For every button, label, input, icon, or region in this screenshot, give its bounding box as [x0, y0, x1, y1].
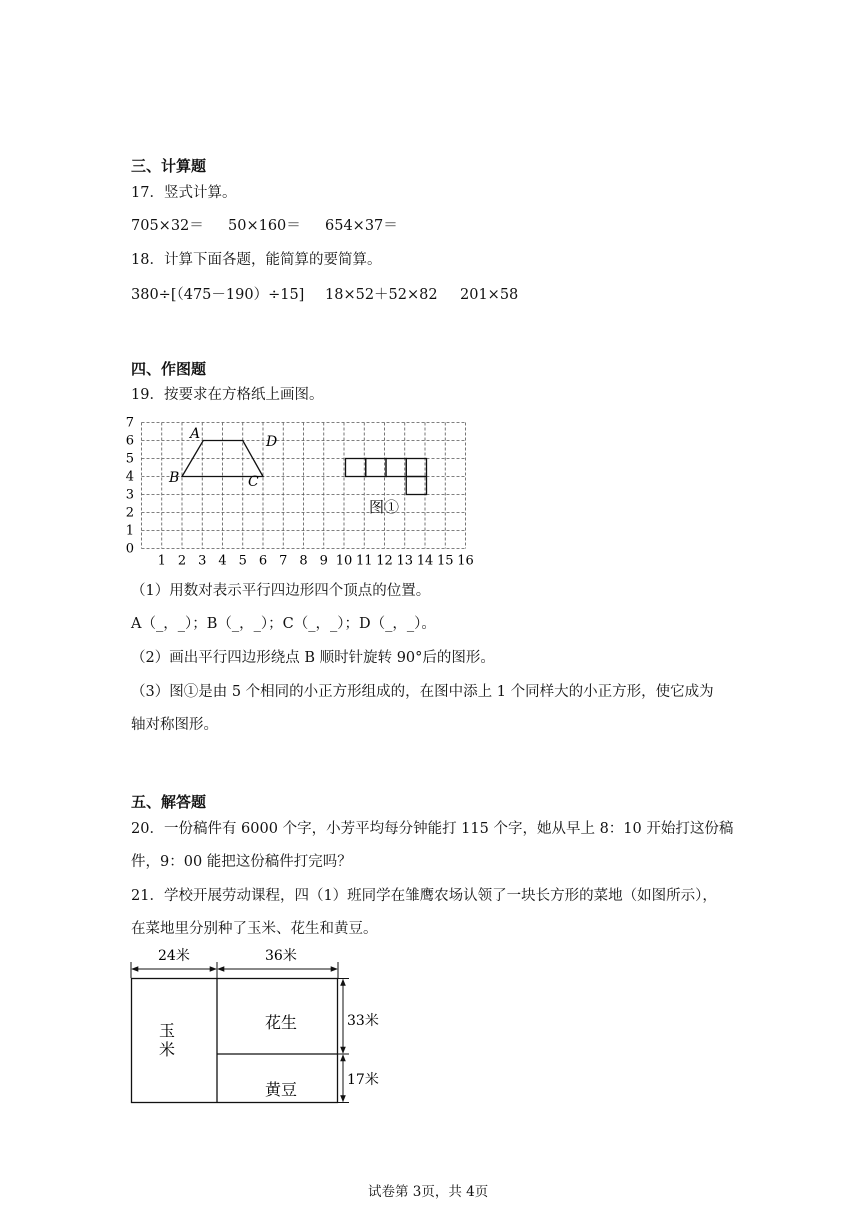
y-tick-label: 0 [125, 541, 134, 557]
corn-label-2: 米 [159, 1040, 176, 1059]
q17-item-3: 654×37＝ [325, 218, 398, 234]
y-tick-label: 7 [125, 415, 134, 431]
q19-part-1: （1）用数对表示平行四边形四个顶点的位置。 [131, 583, 431, 599]
question-21-line-2: 在菜地里分别种了玉米、花生和黄豆。 [131, 921, 378, 937]
corn-label-1: 玉 [159, 1021, 176, 1040]
x-tick-label: 13 [396, 553, 414, 569]
section-heading-calculation: 三、计算题 [131, 157, 207, 175]
width-right-label: 36米 [265, 948, 297, 964]
width-left-label: 24米 [158, 948, 190, 964]
x-tick-label: 11 [355, 553, 373, 569]
x-tick-label: 2 [177, 553, 187, 569]
grid-paper-figure [120, 412, 490, 572]
q17-item-2: 50×160＝ [228, 218, 301, 234]
question-20-line-2: 件，9：00 能把这份稿件打完吗？ [131, 854, 352, 870]
question-18: 18．计算下面各题，能简算的要简算。 [131, 252, 382, 268]
y-tick-label: 2 [125, 505, 134, 521]
y-tick-label: 4 [125, 469, 134, 485]
x-tick-label: 4 [218, 553, 227, 569]
x-tick-label: 7 [279, 553, 288, 569]
page-footer: 试卷第 3页，共 4页 [368, 1184, 489, 1200]
q19-part-3-line-1: （3）图①是由 5 个相同的小正方形组成的，在图中添上 1 个同样大的小正方形，使它成为 [131, 684, 714, 700]
x-tick-label: 8 [299, 553, 308, 569]
x-tick-label: 6 [258, 553, 268, 569]
x-tick-label: 12 [376, 553, 393, 569]
figure-1-square [346, 459, 366, 477]
vertex-label-a: A [190, 426, 201, 442]
vertex-label-c: C [248, 474, 259, 490]
q17-item-1: 705×32＝ [131, 218, 204, 234]
q19-part-1-answer-blanks: A（_，_）；B（_，_）；C（_，_）；D（_，_）。 [131, 616, 436, 632]
vertex-label-b: B [169, 470, 180, 486]
y-tick-label: 6 [125, 433, 134, 449]
y-tick-label: 1 [125, 523, 134, 539]
q18-item-2: 18×52＋52×82 [325, 287, 438, 303]
q18-item-3: 201×58 [460, 287, 519, 303]
q19-part-3-line-2: 轴对称图形。 [131, 717, 218, 733]
x-tick-label: 10 [335, 553, 353, 569]
height-top-label: 33米 [347, 1013, 379, 1029]
figure-1-shape [346, 459, 427, 495]
figure-1-label: 图① [369, 498, 400, 516]
vertex-label-d: D [266, 434, 278, 450]
soybean-label: 黄豆 [265, 1080, 298, 1099]
figure-1-square [386, 459, 406, 477]
q19-part-2: （2）画出平行四边形绕点 B 顺时针旋转 90°后的图形。 [131, 650, 495, 666]
x-tick-label: 1 [157, 553, 166, 569]
x-tick-label: 16 [457, 553, 474, 569]
section-heading-drawing: 四、作图题 [131, 360, 207, 378]
y-tick-label: 5 [125, 451, 134, 467]
question-20-line-1: 20．一份稿件有 6000 个字，小芳平均每分钟能打 115 个字，她从早上 8：10 开始打这份稿 [131, 821, 734, 837]
x-tick-label: 15 [436, 553, 454, 569]
figure-1-square [406, 459, 426, 477]
peanut-label: 花生 [265, 1013, 298, 1032]
vegetable-field-diagram [125, 942, 395, 1110]
question-19: 19．按要求在方格纸上画图。 [131, 387, 324, 403]
section-heading-problems: 五、解答题 [131, 793, 207, 811]
q18-item-1: 380÷[（475－190）÷15] [131, 287, 305, 303]
question-21-line-1: 21．学校开展劳动课程，四（1）班同学在雏鹰农场认领了一块长方形的菜地（如图所示）， [131, 888, 717, 904]
x-tick-label: 5 [238, 553, 247, 569]
x-tick-label: 14 [416, 553, 434, 569]
question-17: 17．竖式计算。 [131, 185, 237, 201]
figure-1-square [366, 459, 386, 477]
axis-labels [126, 416, 474, 569]
y-tick-label: 3 [125, 487, 134, 503]
figure-1-square [406, 477, 426, 495]
x-tick-label: 9 [319, 553, 328, 569]
height-bottom-label: 17米 [347, 1072, 379, 1088]
x-tick-label: 3 [198, 553, 207, 569]
